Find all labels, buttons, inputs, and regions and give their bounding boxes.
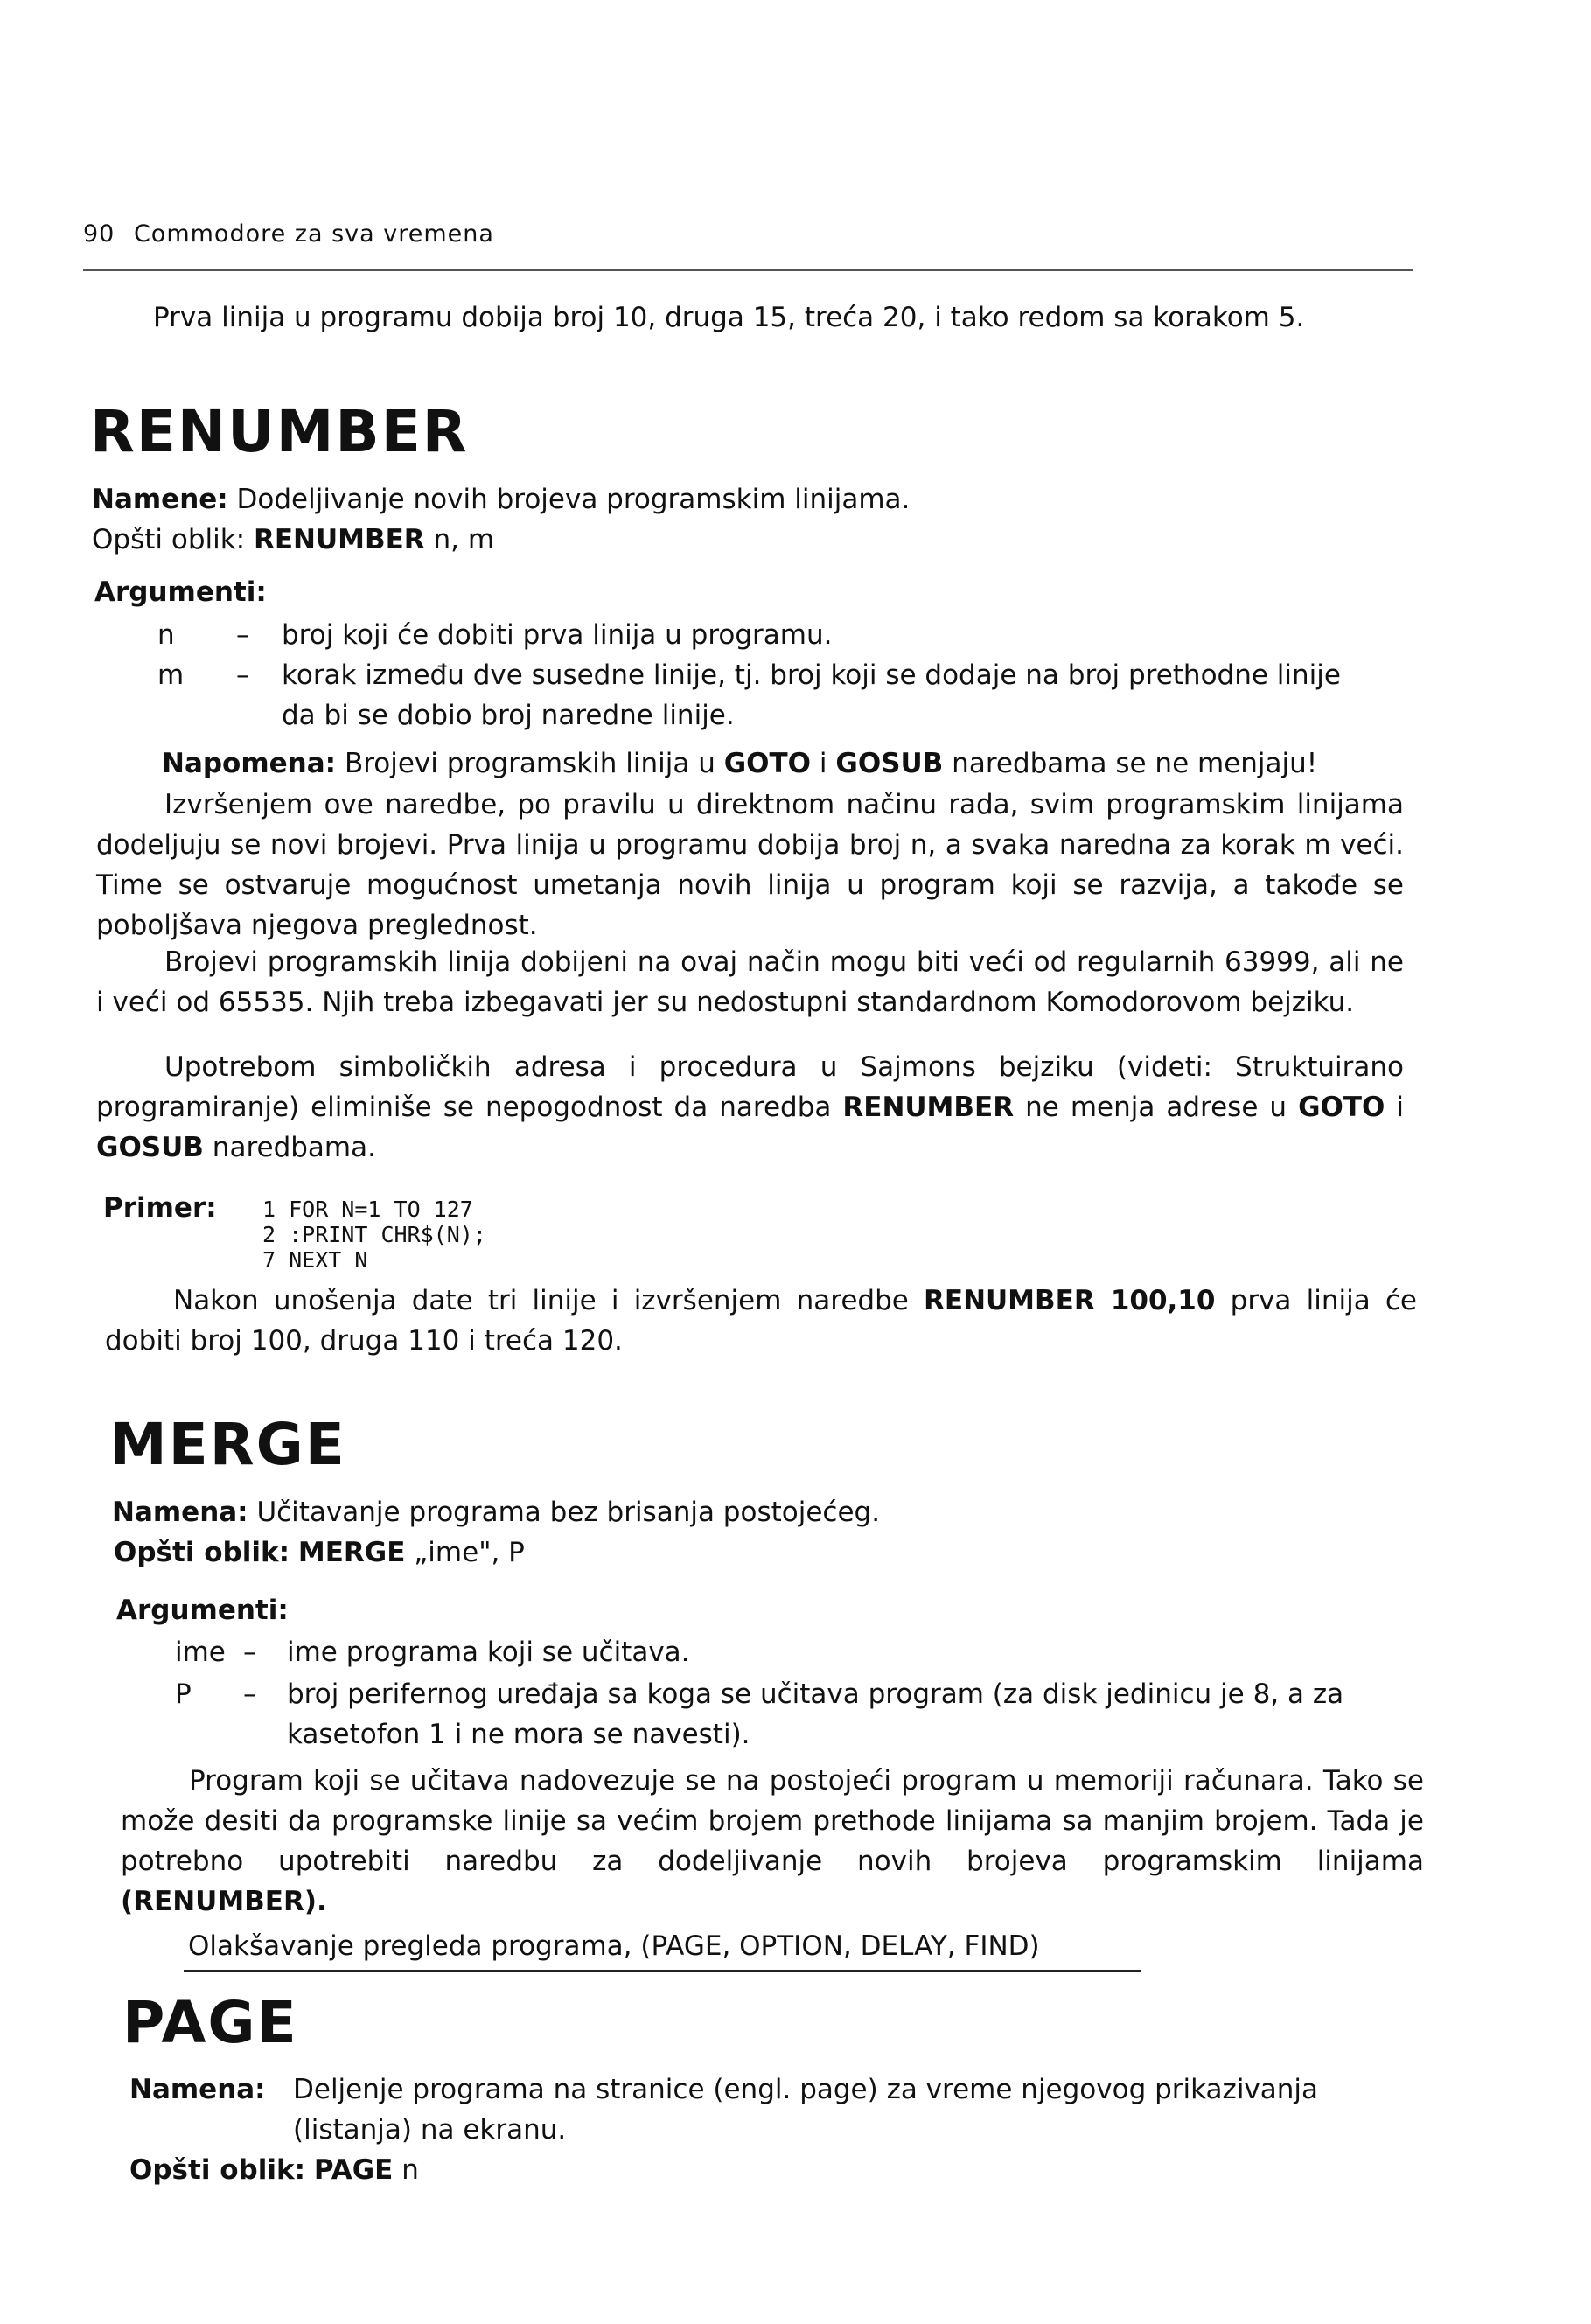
syntax-args: „ime", P [414,1537,525,1568]
merge-paragraph [121,1761,1424,1922]
argument-text: broj koji će dobiti prva linija u programu. [282,619,833,651]
argument-key: P [175,1678,192,1710]
namena-label: Namena: [129,2074,266,2105]
argument-row-n [157,615,1489,655]
merge-syntax [114,1532,525,1573]
argument-dash: – [243,1678,257,1710]
renumber-syntax [92,520,494,560]
merge-heading: MERGE [109,1411,346,1478]
section-heading: Olakšavanje pregleda programa, (PAGE, OPTION, DELAY, FIND) [188,1930,1040,1962]
paragraph-text: Upotrebom simboličkih adresa i procedura u Sajmons bejziku (videti: Struktuirano programiranje) eliminiše se nepogodnost da naredba [96,1051,1404,1123]
paragraph-command: RENUMBER 100,10 [924,1285,1216,1316]
code-line: 2 :PRINT CHR$(N); [262,1222,486,1247]
paragraph-text: prva linija će dobiti broj 100, druga 110 i treća 120. [105,1285,1417,1357]
primer-label: Primer: [103,1192,217,1224]
napomena-i: i [819,748,827,779]
napomena-text: Brojevi programskih linija u [344,748,715,779]
paragraph-text: naredbama. [212,1132,376,1163]
namene-label: Namene: [92,484,228,515]
namena-text: Učitavanje programa bez brisanja postojećeg. [256,1497,881,1528]
argument-key: n [157,619,175,651]
namene-text: Dodeljivanje novih brojeva programskim linijama. [236,484,911,515]
namena-label: Namena: [112,1497,248,1528]
paragraph-text: ne menja adrese u [1025,1092,1287,1123]
syntax-command: PAGE [313,2154,394,2186]
paragraph-gosub: GOSUB [96,1132,204,1163]
napomena-end: naredbama se ne menjaju! [952,748,1318,779]
renumber-heading: RENUMBER [90,398,469,465]
paragraph-command: (RENUMBER). [121,1886,327,1917]
renumber-example-result [105,1281,1417,1361]
argument-row-m [157,655,1366,736]
paragraph-text: Nakon unošenja date tri linije i izvršenjem naredbe [173,1285,909,1316]
syntax-args: n [401,2154,419,2186]
opsti-label: Opšti oblik: [129,2154,305,2186]
running-header [83,220,494,248]
argument-key: m [157,660,185,691]
paragraph-goto: GOTO [1298,1092,1385,1123]
argument-text: korak između dve susedne linije, tj. broj koji se dodaje na broj prethodne linije da bi se dobio broj naredne linije. [282,660,1341,731]
renumber-paragraph-1: Izvršenjem ove naredbe, po pravilu u direktnom načinu rada, svim programskim linijama dodeljuju se novi brojevi. Prva linija u programu dobija broj n, a svaka naredna za korak m veći. Time se ostvaruje mogućnost umetanja novih linija u program koji se razvija, a takođe se poboljšava njegova preglednost. [96,789,1404,941]
code-line: 7 NEXT N [262,1247,368,1273]
header-rule [83,269,1413,271]
code-line: 1 FOR N=1 TO 127 [262,1197,473,1222]
argument-text: ime programa koji se učitava. [287,1637,690,1668]
page-heading: PAGE [122,1989,298,2056]
opsti-label: Opšti oblik: [92,524,246,555]
renumber-argumenti-label: Argumenti: [94,576,267,608]
argument-dash: – [243,1637,257,1668]
renumber-paragraph-3 [96,1047,1404,1168]
argument-row-ime [175,1632,1494,1672]
argument-dash: – [236,660,250,691]
napomena-goto: GOTO [723,748,812,779]
syntax-command: RENUMBER [253,524,425,555]
section-heading-underline [184,1970,1141,1972]
argument-text: broj perifernog uređaja sa koga se učitava program (za disk jedinicu je 8, a za kasetofon 1 i ne mora se navesti). [287,1678,1344,1750]
paragraph-i: i [1396,1092,1404,1123]
intro-paragraph: Prva linija u programu dobija broj 10, druga 15, treća 20, i tako redom sa korakom 5. [153,302,1305,333]
argument-key: ime [175,1637,226,1668]
syntax-args: n, m [433,524,495,555]
paragraph-text: Program koji se učitava nadovezuje se na postojeći program u memoriji računara. Tako se može desiti da programske linije sa većim brojem prethode linijama sa manjim brojem. Tada je potrebno upotrebiti naredbu za dodeljivanje novih brojeva programskim linijama [121,1765,1424,1877]
renumber-napomena [162,743,1317,784]
argument-dash: – [236,619,250,651]
merge-namena [112,1492,880,1532]
running-title: Commodore za sva vremena [133,220,494,248]
page-syntax [129,2150,419,2190]
renumber-namene [92,479,910,520]
napomena-label: Napomena: [162,748,337,779]
page-number: 90 [83,220,115,248]
syntax-command: MERGE [297,1537,406,1568]
page-namena-text: Deljenje programa na stranice (engl. page) za vreme njegovog prikazivanja (listanja) na ekranu. [293,2074,1319,2146]
paragraph-command: RENUMBER [842,1092,1015,1123]
napomena-gosub: GOSUB [835,748,944,779]
renumber-paragraph-2: Brojevi programskih linija dobijeni na ovaj način mogu biti veći od regularnih 63999, ali ne i veći od 65535. Njih treba izbegavati jer su nedostupni standardnom Komodorovom bejziku. [96,946,1404,1018]
argument-row-p [175,1674,1424,1755]
page-namena [129,2069,266,2110]
opsti-label: Opšti oblik: [114,1537,290,1568]
merge-argumenti-label: Argumenti: [116,1595,289,1626]
